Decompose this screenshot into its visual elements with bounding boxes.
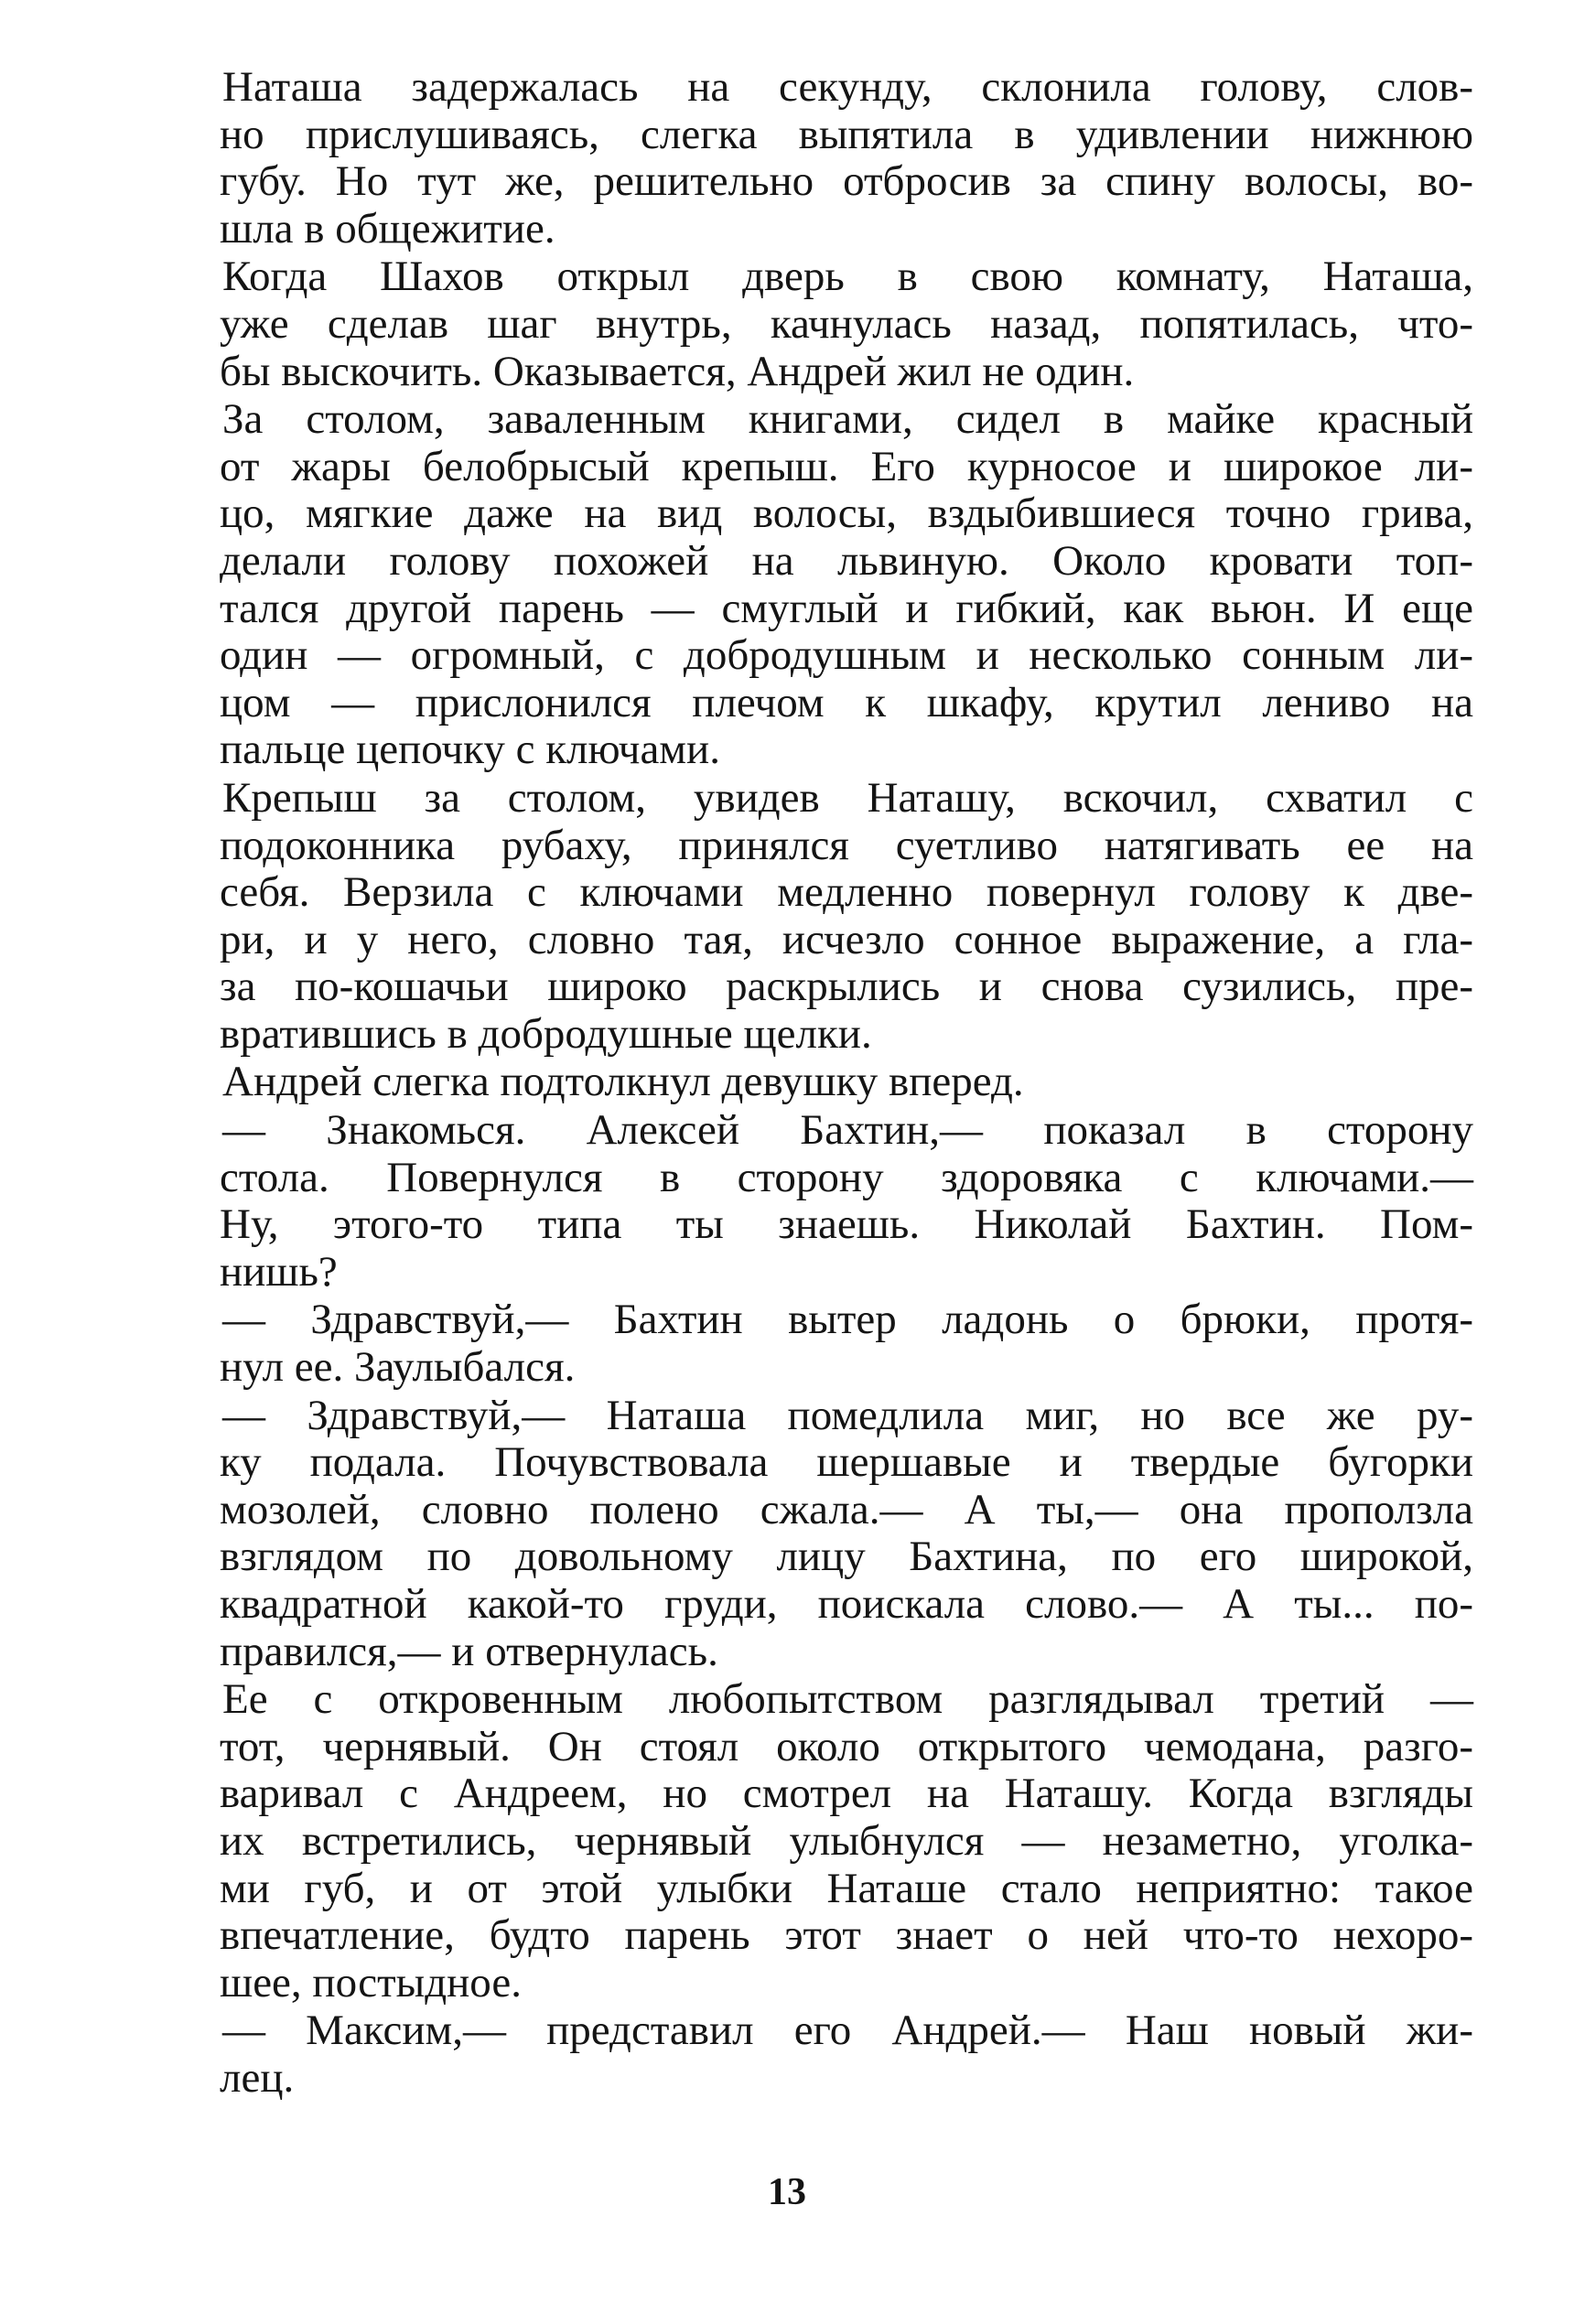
text-line: Крепыш за столом, увидев Наташу, вскочил, схватил с xyxy=(222,773,1473,822)
text-line: — Здравствуй,— Наташа помедлила миг, но все же ру- xyxy=(222,1391,1473,1439)
paragraph xyxy=(220,1393,1473,1676)
text-line: тался другой парень — смуглый и гибкий, как вьюн. И еще xyxy=(220,584,1473,632)
text-line: За столом, заваленным книгами, сидел в майке красный xyxy=(222,395,1473,444)
text-line: — Максим,— представил его Андрей.— Наш новый жи- xyxy=(222,2007,1473,2055)
text-line: Когда Шахов открыл дверь в свою комнату, Наташа, xyxy=(222,253,1473,301)
page-number: 13 xyxy=(768,2171,806,2213)
text-line: уже сделав шаг внутрь, качнулась назад, попятилась, что- xyxy=(220,299,1473,348)
text-line: ми губ, и от этой улыбки Наташе стало неприятно: такое xyxy=(220,1864,1473,1912)
paragraph xyxy=(220,1296,1473,1391)
paragraph xyxy=(220,253,1473,395)
text-line: тот, чернявый. Он стоял около открытого чемодана, разго- xyxy=(220,1722,1473,1770)
text-line: шее, постыдное. xyxy=(220,1958,522,2007)
text-line: их встретились, чернявый улыбнулся — незаметно, уголка- xyxy=(220,1816,1473,1865)
text-line: варивал с Андреем, но смотрел на Наташу. Когда взгляды xyxy=(220,1770,1473,1818)
text-line: подоконника рубаху, принялся суетливо натягивать ее на xyxy=(220,821,1473,869)
text-line: правился,— и отвернулась. xyxy=(220,1627,718,1675)
page-text xyxy=(220,64,1473,2103)
text-line: — Знакомься. Алексей Бахтин,— показал в сторону xyxy=(222,1106,1473,1155)
paragraph xyxy=(220,2007,1473,2102)
paragraph xyxy=(220,1107,1473,1296)
paragraph xyxy=(220,775,1473,1059)
text-line: бы выскочить. Оказывается, Андрей жил не один. xyxy=(220,347,1135,395)
text-line: взглядом по довольному лицу Бахтина, по его широкой, xyxy=(220,1533,1473,1581)
text-line: вратившись в добродушные щелки. xyxy=(220,1009,872,1058)
text-line: губу. Но тут же, решительно отбросив за спину волосы, во- xyxy=(220,157,1473,206)
text-line: мозолей, словно полено сжала.— А ты,— она проползла xyxy=(220,1485,1473,1533)
text-line: шла в общежитие. xyxy=(220,204,555,253)
text-line: но прислушиваясь, слегка выпятила в удивлении нижнюю xyxy=(220,110,1473,158)
paragraph xyxy=(220,1676,1473,2007)
text-line: от жары белобрысый крепыш. Его курносое и широкое ли- xyxy=(220,442,1473,490)
text-line: нишь? xyxy=(220,1247,338,1296)
paragraph xyxy=(220,1059,1473,1106)
text-line: Ну, этого-то типа ты знаешь. Николай Бахтин. Пом- xyxy=(220,1200,1473,1249)
text-line: — Здравствуй,— Бахтин вытер ладонь о брюки, протя- xyxy=(222,1296,1473,1344)
text-line: квадратной какой-то груди, поискала слово.— А ты... по- xyxy=(220,1580,1473,1628)
text-line: впечатление, будто парень этот знает о ней что-то нехоро- xyxy=(220,1911,1473,1960)
text-line: один — огромный, с добродушным и несколько сонным ли- xyxy=(220,631,1473,680)
text-line: цом — прислонился плечом к шкафу, крутил лениво на xyxy=(220,678,1473,726)
text-line: лец. xyxy=(220,2053,295,2102)
text-line: ку подала. Почувствовала шершавые и твердые бугорки xyxy=(220,1438,1473,1487)
text-line: стола. Повернулся в сторону здоровяка с ключами.— xyxy=(220,1153,1473,1201)
text-line: Ее с откровенным любопытством разглядывал третий — xyxy=(222,1675,1473,1724)
text-line: Андрей слегка подтолкнул девушку вперед. xyxy=(222,1058,1024,1106)
paragraph xyxy=(220,396,1473,774)
text-line: за по-кошачьи широко раскрылись и снова сузились, пре- xyxy=(220,963,1473,1011)
text-line: цо, мягкие даже на вид волосы, вздыбившиеся точно грива, xyxy=(220,490,1473,538)
text-line: себя. Верзила с ключами медленно повернул голову к две- xyxy=(220,868,1473,917)
text-line: Наташа задержалась на секунду, склонила голову, слов- xyxy=(222,63,1473,111)
paragraph xyxy=(220,64,1473,253)
text-line: нул ее. Заулыбался. xyxy=(220,1343,576,1392)
text-line: делали голову похожей на львиную. Около кровати топ- xyxy=(220,536,1473,585)
text-line: ри, и у него, словно тая, исчезло сонное выражение, а гла- xyxy=(220,915,1473,963)
text-line: пальце цепочку с ключами. xyxy=(220,726,720,774)
